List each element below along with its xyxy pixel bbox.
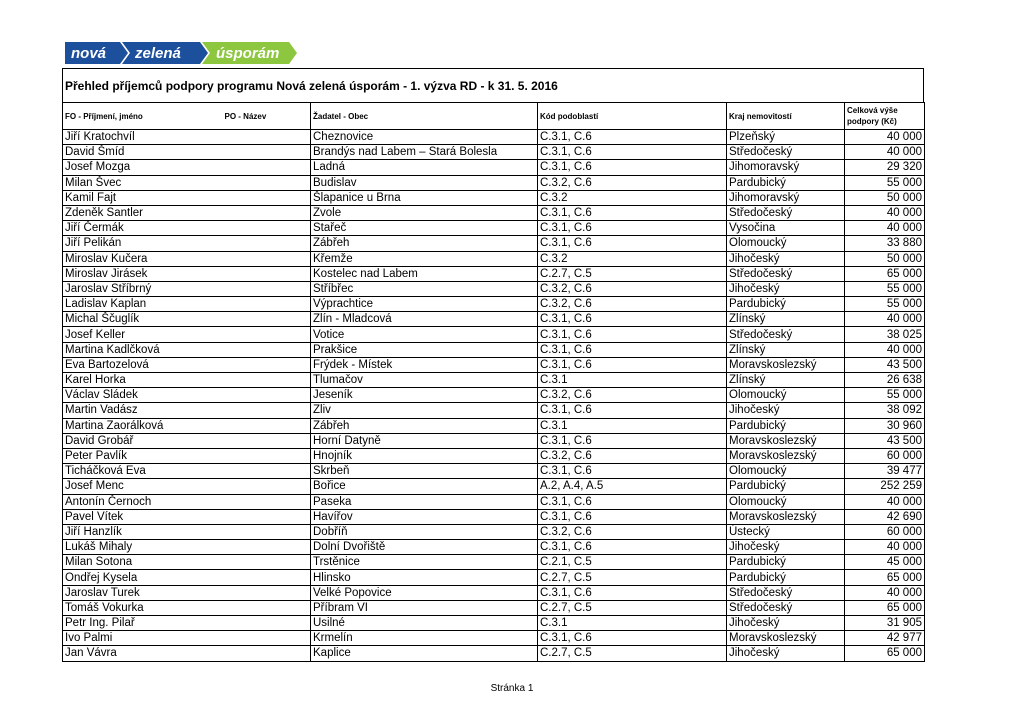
table-row (63, 433, 925, 448)
cell-fo: David Šmíd (63, 145, 223, 160)
cell-po (223, 570, 311, 585)
table-row (63, 509, 925, 524)
cell-kod: C.3.1, C.6 (538, 205, 727, 220)
cell-kod: C.3.1 (538, 616, 727, 631)
table-row (63, 221, 925, 236)
cell-kraj: Olomoucký (727, 494, 845, 509)
cell-obec: Velké Popovice (311, 585, 538, 600)
cell-kraj: Zlínský (727, 373, 845, 388)
cell-kraj: Středočeský (727, 600, 845, 615)
recipients-table (62, 102, 925, 662)
cell-castka: 38 025 (845, 327, 925, 342)
cell-kod: C.2.7, C.5 (538, 646, 727, 661)
cell-castka: 55 000 (845, 175, 925, 190)
cell-castka: 31 905 (845, 616, 925, 631)
cell-kod: C.3.1, C.6 (538, 357, 727, 372)
cell-po (223, 403, 311, 418)
cell-fo: Jiří Čermák (63, 221, 223, 236)
cell-kod: C.3.1, C.6 (538, 130, 727, 145)
cell-fo: Kamil Fajt (63, 190, 223, 205)
cell-obec: Trstěnice (311, 555, 538, 570)
cell-kraj: Olomoucký (727, 464, 845, 479)
cell-kraj: Pardubický (727, 570, 845, 585)
cell-fo: Milan Švec (63, 175, 223, 190)
cell-obec: Havířov (311, 509, 538, 524)
cell-obec: Kostelec nad Labem (311, 266, 538, 281)
cell-kraj: Středočeský (727, 266, 845, 281)
cell-po (223, 357, 311, 372)
table-row (63, 236, 925, 251)
header-kod: Kód podoblastí (538, 103, 727, 130)
cell-kraj: Středočeský (727, 585, 845, 600)
table-row (63, 494, 925, 509)
cell-castka: 40 000 (845, 312, 925, 327)
cell-obec: Zvole (311, 205, 538, 220)
cell-kraj: Středočeský (727, 205, 845, 220)
cell-fo: Jiří Pelikán (63, 236, 223, 251)
cell-obec: Zábřeh (311, 236, 538, 251)
table-row (63, 357, 925, 372)
cell-kraj: Moravskoslezský (727, 448, 845, 463)
cell-castka: 65 000 (845, 646, 925, 661)
cell-castka: 40 000 (845, 494, 925, 509)
cell-fo: Pavel Vítek (63, 509, 223, 524)
cell-fo: Martin Vadász (63, 403, 223, 418)
cell-po (223, 433, 311, 448)
cell-fo: Tomáš Vokurka (63, 600, 223, 615)
cell-castka: 55 000 (845, 281, 925, 296)
cell-fo: Josef Keller (63, 327, 223, 342)
cell-castka: 39 477 (845, 464, 925, 479)
table-row (63, 585, 925, 600)
cell-po (223, 221, 311, 236)
cell-castka: 50 000 (845, 190, 925, 205)
cell-obec: Paseka (311, 494, 538, 509)
table-row (63, 600, 925, 615)
cell-kraj: Pardubický (727, 297, 845, 312)
table-row (63, 631, 925, 646)
cell-po (223, 479, 311, 494)
cell-kraj: Středočeský (727, 145, 845, 160)
cell-obec: Hlinsko (311, 570, 538, 585)
cell-obec: Šlapanice u Brna (311, 190, 538, 205)
cell-castka: 60 000 (845, 524, 925, 539)
cell-fo: Jiří Kratochvíl (63, 130, 223, 145)
cell-castka: 38 092 (845, 403, 925, 418)
cell-castka: 65 000 (845, 266, 925, 281)
cell-obec: Kaplice (311, 646, 538, 661)
cell-kraj: Pardubický (727, 479, 845, 494)
cell-fo: Ondřej Kysela (63, 570, 223, 585)
cell-po (223, 616, 311, 631)
cell-po (223, 555, 311, 570)
cell-obec: Výprachtice (311, 297, 538, 312)
cell-obec: Stařeč (311, 221, 538, 236)
cell-po (223, 205, 311, 220)
table-row (63, 646, 925, 661)
cell-obec: Dolní Dvořiště (311, 540, 538, 555)
cell-castka: 42 977 (845, 631, 925, 646)
cell-fo: Václav Sládek (63, 388, 223, 403)
cell-fo: Miroslav Kučera (63, 251, 223, 266)
cell-obec: Usilné (311, 616, 538, 631)
cell-fo: Michal Ščuglík (63, 312, 223, 327)
cell-po (223, 494, 311, 509)
cell-po (223, 646, 311, 661)
cell-po (223, 251, 311, 266)
cell-castka: 40 000 (845, 145, 925, 160)
cell-kod: C.3.1, C.6 (538, 312, 727, 327)
cell-fo: Karel Horka (63, 373, 223, 388)
cell-kod: C.3.2, C.6 (538, 297, 727, 312)
table-body (63, 130, 925, 662)
table-row (63, 312, 925, 327)
cell-castka: 30 960 (845, 418, 925, 433)
table-row (63, 479, 925, 494)
table-row (63, 403, 925, 418)
cell-kraj: Zlínský (727, 312, 845, 327)
cell-castka: 60 000 (845, 448, 925, 463)
cell-castka: 40 000 (845, 342, 925, 357)
cell-kod: C.3.1, C.6 (538, 494, 727, 509)
cell-po (223, 585, 311, 600)
cell-kod: C.3.1, C.6 (538, 160, 727, 175)
cell-castka: 45 000 (845, 555, 925, 570)
table-row (63, 555, 925, 570)
cell-fo: Miroslav Jirásek (63, 266, 223, 281)
cell-po (223, 448, 311, 463)
logo-graphic (65, 42, 297, 64)
table-row (63, 297, 925, 312)
cell-kraj: Jihočeský (727, 646, 845, 661)
cell-fo: Ladislav Kaplan (63, 297, 223, 312)
table-row (63, 251, 925, 266)
cell-castka: 55 000 (845, 297, 925, 312)
cell-fo: Josef Menc (63, 479, 223, 494)
cell-po (223, 281, 311, 296)
cell-obec: Prakšice (311, 342, 538, 357)
logo-word-nova: nová (71, 45, 107, 62)
table-row (63, 130, 925, 145)
table-header-row (63, 103, 925, 130)
cell-kod: C.3.1, C.6 (538, 540, 727, 555)
cell-castka: 40 000 (845, 130, 925, 145)
cell-kod: A.2, A.4, A.5 (538, 479, 727, 494)
cell-kod: C.3.1, C.6 (538, 509, 727, 524)
cell-fo: David Grobář (63, 433, 223, 448)
cell-po (223, 130, 311, 145)
header-celkova: Celková výše podpory (Kč) (845, 103, 925, 130)
cell-obec: Frýdek - Místek (311, 357, 538, 372)
cell-kraj: Jihočeský (727, 251, 845, 266)
cell-obec: Hnojník (311, 448, 538, 463)
cell-po (223, 600, 311, 615)
cell-obec: Brandýs nad Labem – Stará Bolesla (311, 145, 538, 160)
cell-castka: 40 000 (845, 585, 925, 600)
table-row (63, 205, 925, 220)
cell-obec: Dobříň (311, 524, 538, 539)
cell-kraj: Vysočina (727, 221, 845, 236)
table-row (63, 616, 925, 631)
cell-castka: 65 000 (845, 570, 925, 585)
cell-fo: Milan Sotona (63, 555, 223, 570)
cell-castka: 42 690 (845, 509, 925, 524)
cell-obec: Ladná (311, 160, 538, 175)
table-row (63, 464, 925, 479)
table-row (63, 281, 925, 296)
cell-obec: Křemže (311, 251, 538, 266)
cell-castka: 55 000 (845, 388, 925, 403)
cell-castka: 50 000 (845, 251, 925, 266)
cell-fo: Martina Kadlčková (63, 342, 223, 357)
cell-kraj: Pardubický (727, 418, 845, 433)
cell-fo: Jiří Hanzlík (63, 524, 223, 539)
cell-kod: C.3.2, C.6 (538, 175, 727, 190)
cell-po (223, 327, 311, 342)
page-title: Přehled příjemců podpory programu Nová zelená úsporám - 1. výzva RD - k 31. 5. 2016 (65, 79, 558, 93)
cell-po (223, 312, 311, 327)
cell-po (223, 266, 311, 281)
cell-kraj: Moravskoslezský (727, 433, 845, 448)
cell-castka: 40 000 (845, 205, 925, 220)
cell-po (223, 373, 311, 388)
cell-obec: Krmelín (311, 631, 538, 646)
cell-po (223, 190, 311, 205)
table-row (63, 160, 925, 175)
cell-obec: Tlumačov (311, 373, 538, 388)
cell-obec: Jeseník (311, 388, 538, 403)
cell-kod: C.3.1, C.6 (538, 236, 727, 251)
table-row (63, 327, 925, 342)
cell-castka: 40 000 (845, 221, 925, 236)
cell-kraj: Moravskoslezský (727, 357, 845, 372)
cell-po (223, 175, 311, 190)
logo-word-zelena: zelená (135, 45, 181, 62)
cell-fo: Eva Bartozelová (63, 357, 223, 372)
cell-kod: C.3.1 (538, 418, 727, 433)
cell-obec: Horní Datyně (311, 433, 538, 448)
cell-kod: C.3.1, C.6 (538, 403, 727, 418)
cell-po (223, 540, 311, 555)
table-row (63, 342, 925, 357)
table-row (63, 373, 925, 388)
cell-kod: C.3.2 (538, 251, 727, 266)
cell-kraj: Jihočeský (727, 403, 845, 418)
cell-kraj: Moravskoslezský (727, 509, 845, 524)
cell-kraj: Plzeňský (727, 130, 845, 145)
cell-obec: Budislav (311, 175, 538, 190)
cell-kraj: Středočeský (727, 327, 845, 342)
cell-kod: C.3.2, C.6 (538, 524, 727, 539)
cell-kod: C.3.1, C.6 (538, 342, 727, 357)
cell-kraj: Jihomoravský (727, 190, 845, 205)
cell-castka: 43 500 (845, 433, 925, 448)
page-number: Stránka 1 (490, 683, 534, 694)
cell-kod: C.3.1, C.6 (538, 145, 727, 160)
table-row (63, 448, 925, 463)
cell-obec: Skrbeň (311, 464, 538, 479)
cell-castka: 252 259 (845, 479, 925, 494)
program-logo (65, 42, 297, 64)
cell-kod: C.2.1, C.5 (538, 555, 727, 570)
header-obec: Žadatel - Obec (311, 103, 538, 130)
cell-fo: Lukáš Mihaly (63, 540, 223, 555)
cell-obec: Zlín - Mladcová (311, 312, 538, 327)
cell-fo: Jaroslav Stříbrný (63, 281, 223, 296)
cell-fo: Zdeněk Santler (63, 205, 223, 220)
cell-po (223, 342, 311, 357)
logo-word-usporam: úsporám (216, 45, 280, 62)
cell-kraj: Olomoucký (727, 388, 845, 403)
table-row (63, 266, 925, 281)
cell-kraj: Jihočeský (727, 281, 845, 296)
cell-po (223, 418, 311, 433)
cell-kraj: Jihočeský (727, 616, 845, 631)
cell-kod: C.2.7, C.5 (538, 570, 727, 585)
cell-kod: C.3.2, C.6 (538, 281, 727, 296)
table-row (63, 540, 925, 555)
cell-kod: C.3.1 (538, 373, 727, 388)
cell-fo: Jaroslav Turek (63, 585, 223, 600)
table-row (63, 524, 925, 539)
table-row (63, 418, 925, 433)
cell-fo: Antonín Černoch (63, 494, 223, 509)
cell-po (223, 236, 311, 251)
cell-po (223, 524, 311, 539)
cell-obec: Bořice (311, 479, 538, 494)
cell-kod: C.3.1, C.6 (538, 585, 727, 600)
header-po: PO - Název (223, 103, 311, 130)
cell-kod: C.3.2, C.6 (538, 448, 727, 463)
cell-obec: Zliv (311, 403, 538, 418)
cell-po (223, 160, 311, 175)
cell-castka: 26 638 (845, 373, 925, 388)
cell-obec: Stříbřec (311, 281, 538, 296)
cell-fo: Jan Vávra (63, 646, 223, 661)
cell-obec: Příbram VI (311, 600, 538, 615)
cell-castka: 29 320 (845, 160, 925, 175)
cell-po (223, 388, 311, 403)
cell-po (223, 145, 311, 160)
cell-castka: 33 880 (845, 236, 925, 251)
cell-kod: C.3.1, C.6 (538, 631, 727, 646)
table-row (63, 190, 925, 205)
cell-fo: Petr Ing. Pilař (63, 616, 223, 631)
cell-fo: Peter Pavlík (63, 448, 223, 463)
cell-kraj: Jihomoravský (727, 160, 845, 175)
cell-obec: Votice (311, 327, 538, 342)
cell-po (223, 464, 311, 479)
cell-obec: Zábřeh (311, 418, 538, 433)
cell-po (223, 297, 311, 312)
cell-kod: C.2.7, C.5 (538, 600, 727, 615)
cell-kraj: Jihočeský (727, 540, 845, 555)
cell-castka: 65 000 (845, 600, 925, 615)
table-row (63, 145, 925, 160)
cell-po (223, 631, 311, 646)
cell-po (223, 509, 311, 524)
cell-castka: 40 000 (845, 540, 925, 555)
cell-fo: Martina Zaorálková (63, 418, 223, 433)
cell-kod: C.3.1, C.6 (538, 433, 727, 448)
table-row (63, 388, 925, 403)
cell-kraj: Olomoucký (727, 236, 845, 251)
cell-obec: Cheznovice (311, 130, 538, 145)
cell-kod: C.3.2 (538, 190, 727, 205)
cell-fo: Ticháčková Eva (63, 464, 223, 479)
cell-fo: Ivo Palmi (63, 631, 223, 646)
cell-kod: C.3.1, C.6 (538, 327, 727, 342)
cell-kraj: Zlínský (727, 342, 845, 357)
cell-castka: 43 500 (845, 357, 925, 372)
cell-kod: C.3.2, C.6 (538, 388, 727, 403)
cell-kod: C.3.1, C.6 (538, 464, 727, 479)
cell-kod: C.3.1, C.6 (538, 221, 727, 236)
table-row (63, 570, 925, 585)
table-row (63, 175, 925, 190)
cell-kraj: Pardubický (727, 175, 845, 190)
cell-fo: Josef Mozga (63, 160, 223, 175)
header-kraj: Kraj nemovitostí (727, 103, 845, 130)
cell-kraj: Moravskoslezský (727, 631, 845, 646)
header-fo: FO - Příjmení, jméno (63, 103, 223, 130)
cell-kraj: Ústecký (727, 524, 845, 539)
cell-kod: C.2.7, C.5 (538, 266, 727, 281)
cell-kraj: Pardubický (727, 555, 845, 570)
